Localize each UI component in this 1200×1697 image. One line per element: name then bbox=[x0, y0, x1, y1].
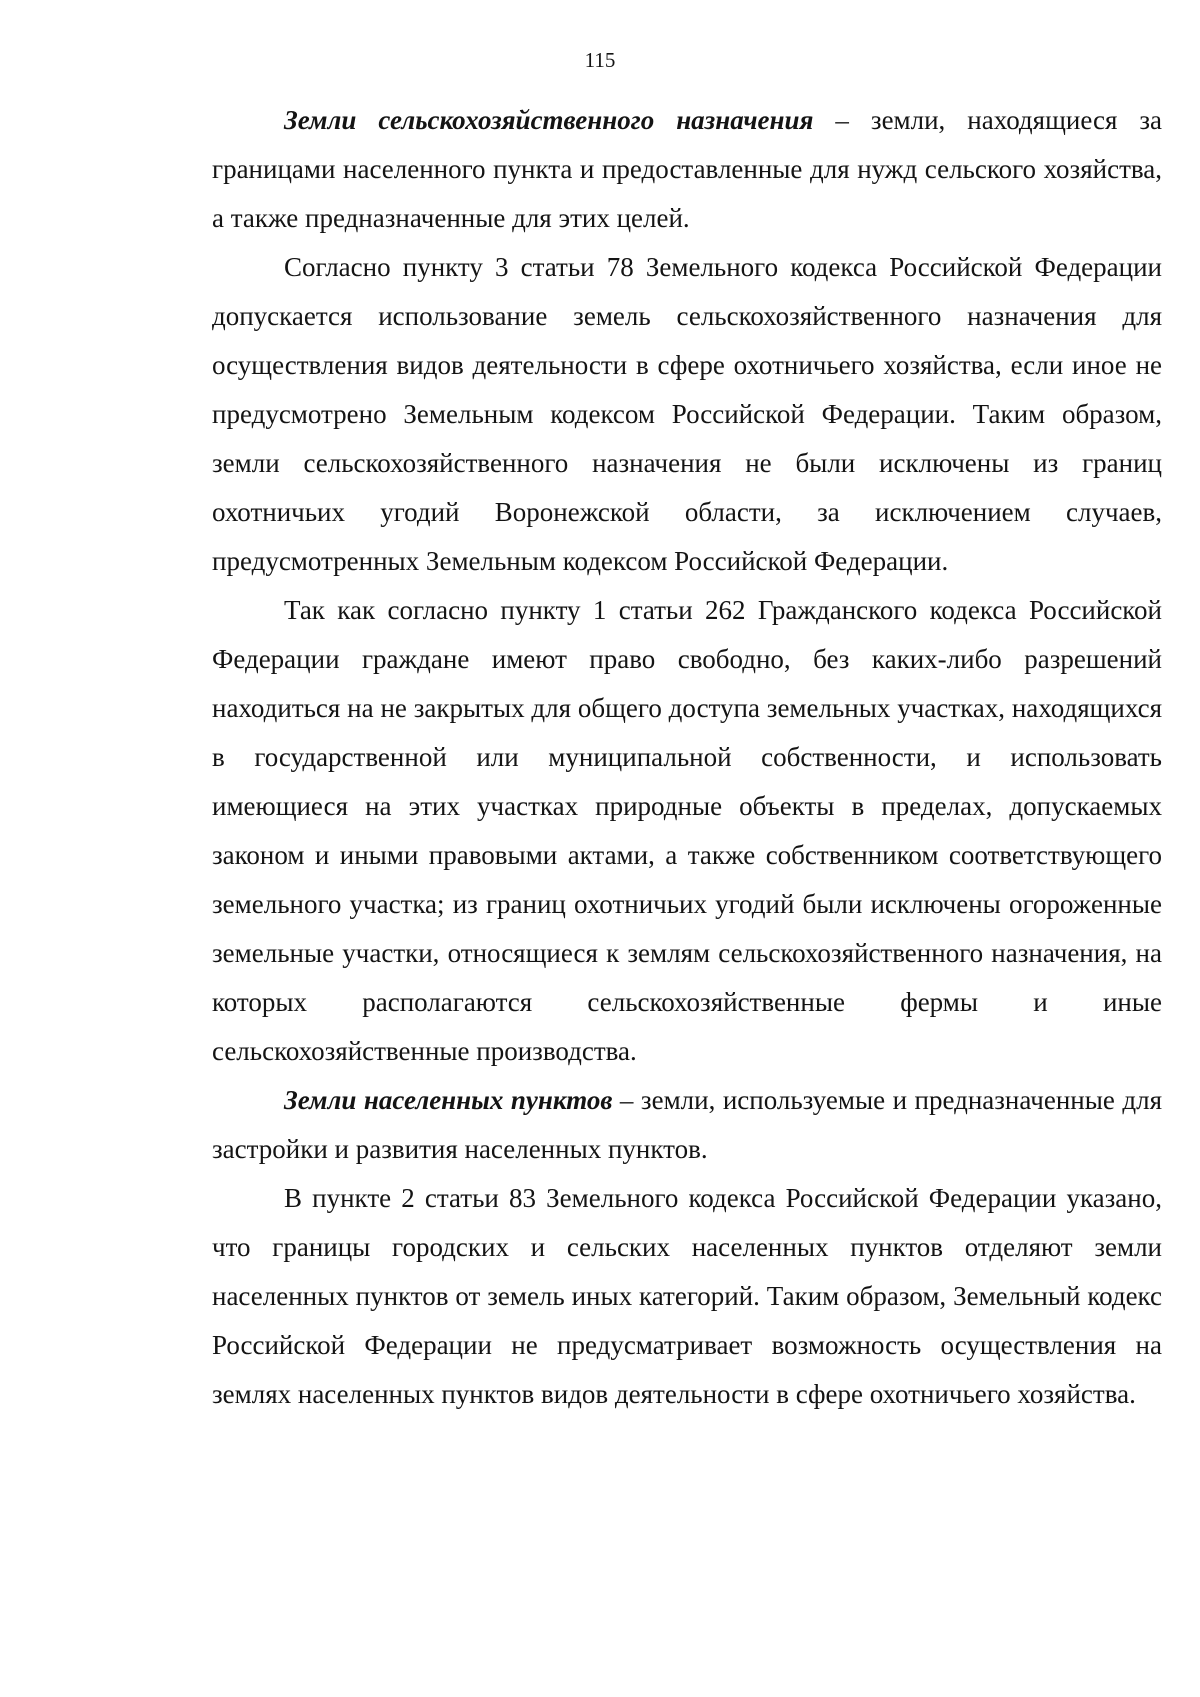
page-number: 115 bbox=[584, 48, 616, 72]
paragraph-text: – земли, используемые и предназначенные для застройки и развития населенных пунктов. bbox=[212, 1085, 1162, 1164]
term-agricultural-lands: Земли сельскохозяйственного назначения bbox=[284, 105, 814, 135]
paragraph-text: В пункте 2 статьи 83 Земельного кодекса Российской Федерации указано, что границы городских и сельских населенных пунктов отделяют земли населенных пунктов от земель иных категорий. Таким образом, Земельный кодекс Российской Федерации не предусматривает возможность осуществления на землях населенных пунктов видов деятельности в сфере охотничьего хозяйства. bbox=[212, 1183, 1162, 1409]
paragraph-article-78 bbox=[212, 243, 1162, 586]
paragraph-agricultural-lands-definition bbox=[212, 96, 1162, 243]
document-body bbox=[212, 96, 1162, 1419]
paragraph-article-262 bbox=[212, 586, 1162, 1076]
paragraph-text: – земли, находящиеся за границами населенного пункта и предоставленные для нужд сельского хозяйства, а также предназначенные для этих целей. bbox=[212, 105, 1163, 233]
paragraph-text: Так как согласно пункту 1 статьи 262 Гражданского кодекса Российской Федерации граждане имеют право свободно, без каких-либо разрешений находиться на не закрытых для общего доступа земельных участках, находящихся в государственной или муниципальной собственности, и использовать имеющиеся на этих участках природные объекты в пределах, допускаемых законом и иными правовыми актами, а также собственником соответствующего земельного участка; из границ охотничьих угодий были исключены огороженные земельные участки, относящиеся к землям сельскохозяйственного назначения, на которых располагаются сельскохозяйственные фермы и иные сельскохозяйственные производства. bbox=[212, 595, 1162, 1066]
paragraph-settlement-lands-definition bbox=[212, 1076, 1162, 1174]
paragraph-article-83 bbox=[212, 1174, 1162, 1419]
paragraph-text: Согласно пункту 3 статьи 78 Земельного кодекса Российской Федерации допускается использование земель сельскохозяйственного назначения для осуществления видов деятельности в сфере охотничьего хозяйства, если иное не предусмотрено Земельным кодексом Российской Федерации. Таким образом, земли сельскохозяйственного назначения не были исключены из границ охотничьих угодий Воронежской области, за исключением случаев, предусмотренных Земельным кодексом Российской Федерации. bbox=[212, 252, 1162, 576]
term-settlement-lands: Земли населенных пунктов bbox=[284, 1085, 613, 1115]
